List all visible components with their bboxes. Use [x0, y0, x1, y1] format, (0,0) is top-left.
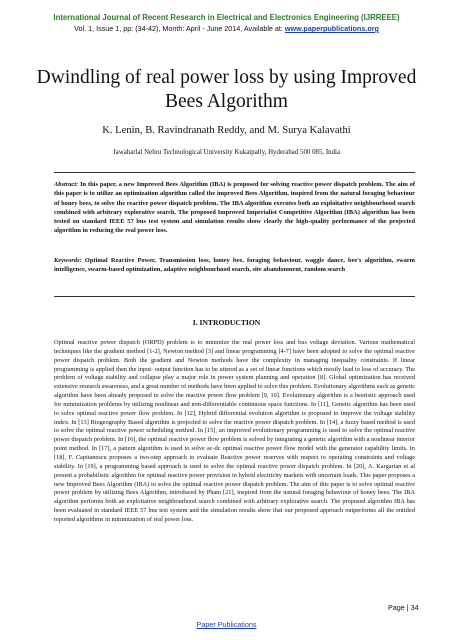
journal-website-link[interactable]: www.paperpublications.org	[284, 24, 379, 33]
journal-meta-text: Vol. 1, Issue 1, pp: (34-42), Month: April - June 2014, Available at:	[74, 24, 285, 33]
abstract-block	[54, 180, 415, 236]
keywords-block	[54, 256, 415, 275]
section-heading-introduction: I. INTRODUCTION	[192, 318, 261, 327]
abstract-top-rule	[54, 172, 415, 173]
abstract-bottom-rule	[54, 296, 415, 297]
paper-title: Dwindling of real power loss by using Improved Bees Algorithm	[36, 67, 417, 112]
paper-authors: K. Lenin, B. Ravindranath Reddy, and M. Surya Kalavathi	[102, 125, 351, 136]
keywords-label: Keywords:	[54, 257, 82, 264]
introduction-paragraph: Optimal reactive power dispatch (ORPD) problem is to minimize the real power loss and bus voltage deviation. Various mathematical techniques like the gradient method [1-2], Newton method [3] and linear programming [4-7] have been adopted to solve the optimal reactive power dispatch problem. Both the gradient and Newton methods have the complexity in managing inequality constraints. If linear programming is applied then the input- output function has to be uttered as a set of linear functions which mostly lead to loss of accuracy. The problem of voltage stability and collapse play a major role in power system planning and operation [8]. Global optimization has received extensive research awareness, and a great number of methods have been applied to solve this problem. Evolutionary algorithms such as genetic algorithm have been already proposed to solve the reactive power flow problem [9, 10]. Evolutionary algorithm is a heuristic approach used for minimization problems by utilizing nonlinear and non-differentiable continuous space functions. In [11], Genetic algorithm has been used to solve optimal reactive power flow problem. In [12], Hybrid differential evolution algorithm is proposed to improve the voltage stability index. In [13] Biogeography Based algorithm is projected to solve the reactive power dispatch problem. In [14], a fuzzy based method is used to solve the optimal reactive power scheduling method. In [15], an improved evolutionary programming is used to solve the optimal reactive power dispatch problem. In [16], the optimal reactive power flow problem is solved by integrating a genetic algorithm with a nonlinear interior point method. In [17], a pattern algorithm is used to solve ac-dc optimal reactive power flow model with the generator capability limits. In [18], F. Capitanescu proposes a two-step approach to evaluate Reactive power reserves with respect to operating constraints and voltage stability. In [19], a programming based approach is used to solve the optimal reactive power dispatch problem. In [20], A. Kargarian et al present a probabilistic algorithm for optimal reactive power provision in hybrid electricity markets with uncertain loads. This paper proposes a new Improved Bees Algorithm (IBA) to solve the optimal reactive power dispatch problem. The aim of this paper is to solve optimal reactive power problem by utilizing Bees Algorithm, introduced by Pham [21], inspired from the natural foraging behaviour of honey bees. The IBA algorithm performs both an exploitative neighbourhood search combined with arbitrary explorative search. The proposed algorithm IBA has been evaluated in standard IEEE 57 bus test system and the simulation results show that our proposed approach outperforms all the entitled reported algorithms in minimization of real power loss.	[54, 339, 415, 523]
abstract-text: In this paper, a new Improved Bees Algorithm (IBA) is proposed for solving reactive power dispatch problem. The aim of this paper is to utilize an optimization algorithm called the improved Bees Algorithm, inspired from the natural foraging behaviour of honey bees, to solve the reactive power dispatch problem. The IBA algorithm executes both an exploitative neighbourhood search combined with arbitrary explorative search. The proposed Improved Imperialist Competitive Algorithm (IBA) algorithm has been tested on standard IEEE 57 bus test system and simulation results show clearly the high-quality performance of the projected algorithm in reducing the real power loss.	[54, 181, 415, 235]
publisher-footer-link[interactable]: Paper Publications	[196, 620, 257, 629]
introduction-body	[54, 339, 415, 525]
paper-affiliation: Jawaharlal Nehru Technological University Kukatpally, Hyderabad 500 085, India	[112, 149, 341, 156]
journal-name: International Journal of Recent Research in Electrical and Electronics Engineering (IJRREEE)	[53, 13, 400, 22]
keywords-text: Optimal Reactive Power, Transmission loss, honey bee, foraging behaviour, waggle dance, bee's algorithm, swarm intelligence, swarm-based optimization, adaptive neighbourhood search, site abandonment, random search	[54, 257, 415, 274]
abstract-label: Abstract:	[54, 181, 79, 188]
page-number: Page | 34	[388, 603, 419, 612]
journal-meta	[0, 24, 453, 33]
